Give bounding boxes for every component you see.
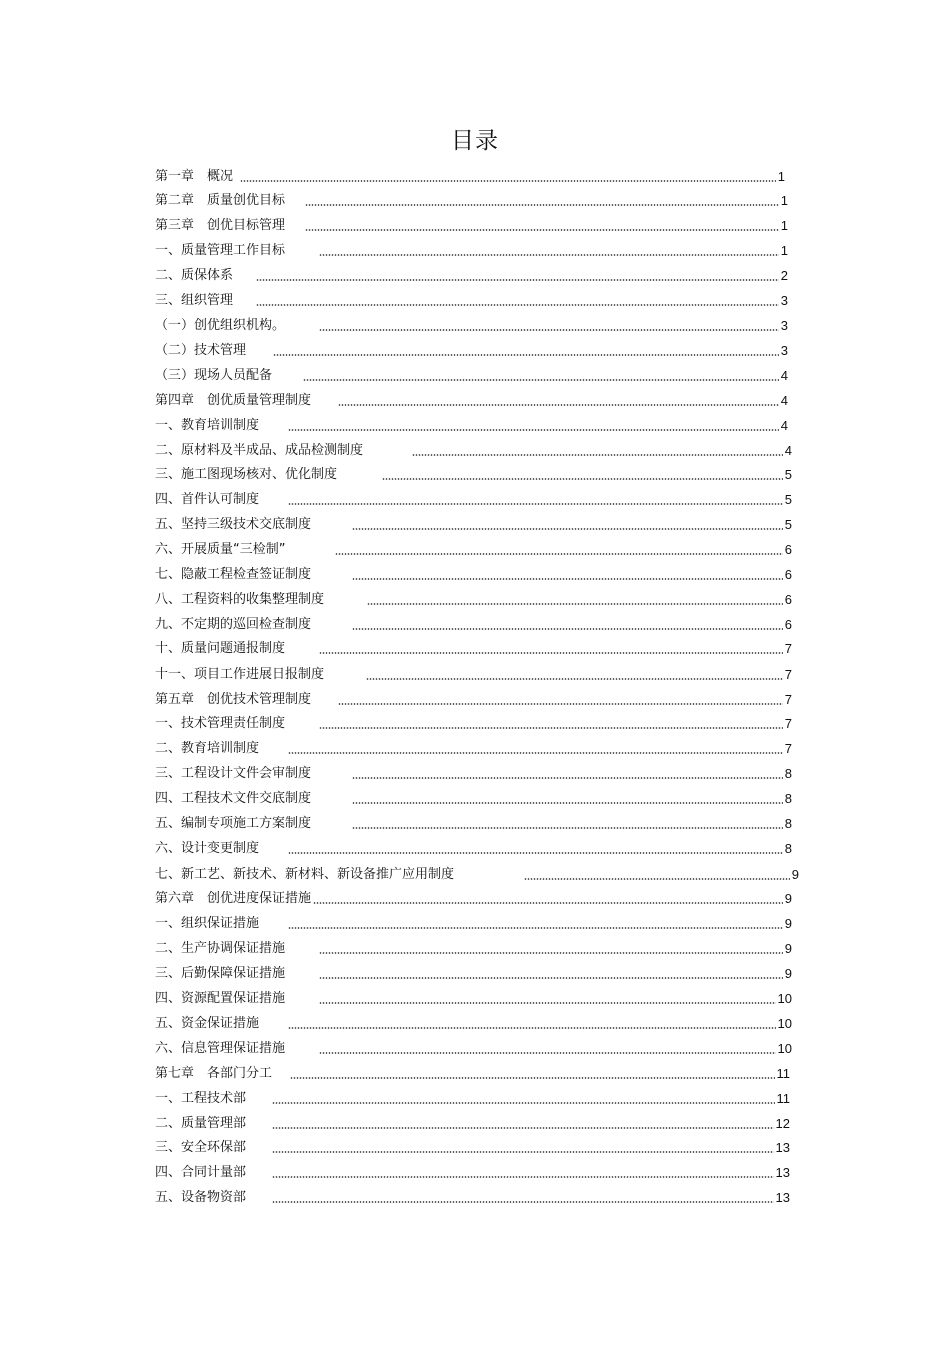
toc-dot-leader <box>412 454 783 456</box>
toc-dot-leader <box>272 1176 774 1178</box>
toc-page-number: 9 <box>784 966 792 981</box>
toc-dot-leader <box>272 1201 774 1203</box>
toc-dot-leader <box>290 1077 775 1079</box>
toc-entry-title: 一、组织保证措施 <box>155 916 260 931</box>
toc-entry-title: 五、编制专项施工方案制度 <box>155 816 312 831</box>
toc-dot-leader <box>319 1052 776 1054</box>
toc-page-number: 3 <box>780 318 788 333</box>
toc-entry[interactable] <box>155 463 792 483</box>
toc-entry-title: 第六章 创优进度保证措施 <box>155 891 312 906</box>
toc-entry-title: 第五章 创优技术管理制度 <box>155 692 312 707</box>
toc-entry-title: （一）创优组织机构。 <box>155 318 286 333</box>
toc-entry[interactable] <box>155 962 792 982</box>
toc-dot-leader <box>352 528 783 530</box>
toc-entry-title: 五、资金保证措施 <box>155 1016 260 1031</box>
toc-entry[interactable] <box>155 1112 790 1132</box>
toc-page-number: 1 <box>780 243 788 258</box>
toc-dot-leader <box>352 628 783 630</box>
toc-page-number: 7 <box>784 741 792 756</box>
toc-entry-title: 三、安全环保部 <box>155 1140 247 1155</box>
toc-dot-leader <box>319 329 779 331</box>
toc-entry[interactable] <box>155 887 792 907</box>
toc-page-number: 7 <box>784 716 792 731</box>
toc-dot-leader <box>288 852 783 854</box>
toc-entry-title: 第四章 创优质量管理制度 <box>155 393 312 408</box>
toc-dot-leader <box>305 204 779 206</box>
toc-entry[interactable] <box>155 165 785 185</box>
toc-dot-leader <box>272 1102 775 1104</box>
toc-page-number: 11 <box>776 1066 790 1081</box>
toc-dot-leader <box>288 927 783 929</box>
toc-entry[interactable] <box>155 712 792 732</box>
toc-entry-title: 二、质量管理部 <box>155 1116 247 1131</box>
toc-page-number: 4 <box>780 418 788 433</box>
toc-page-number: 10 <box>777 991 792 1006</box>
toc-entry[interactable] <box>155 1062 790 1082</box>
toc-dot-leader <box>256 279 779 281</box>
toc-dot-leader <box>319 727 783 729</box>
toc-entry-title: 第一章 概况 <box>155 169 234 184</box>
toc-entry-title: 三、施工图现场核对、优化制度 <box>155 467 338 482</box>
toc-entry-title: 五、设备物资部 <box>155 1190 247 1205</box>
toc-dot-leader <box>288 752 783 754</box>
toc-dot-leader <box>367 603 783 605</box>
toc-entry-title: 四、合同计量部 <box>155 1165 247 1180</box>
toc-entry[interactable] <box>155 563 792 583</box>
toc-dot-leader <box>272 1127 774 1129</box>
toc-page-number: 11 <box>776 1091 790 1106</box>
toc-page-number: 1 <box>780 193 788 208</box>
toc-entry[interactable] <box>155 239 788 259</box>
toc-page-number: 7 <box>784 641 792 656</box>
toc-entry-title: 一、教育培训制度 <box>155 418 260 433</box>
toc-entry-title: 九、不定期的巡回检查制度 <box>155 617 312 632</box>
toc-entry-title: 第三章 创优目标管理 <box>155 218 286 233</box>
toc-dot-leader <box>240 180 776 182</box>
toc-page-number: 8 <box>784 816 792 831</box>
toc-dot-leader <box>305 229 779 231</box>
toc-entry-title: 一、工程技术部 <box>155 1091 247 1106</box>
toc-page-number: 13 <box>775 1190 790 1205</box>
toc-entry[interactable] <box>155 414 788 434</box>
toc-dot-leader <box>352 777 783 779</box>
toc-entry[interactable] <box>155 863 799 883</box>
toc-dot-leader <box>319 952 783 954</box>
toc-entry-title: 三、后勤保障保证措施 <box>155 966 286 981</box>
toc-entry[interactable] <box>155 613 792 633</box>
toc-entry[interactable] <box>155 538 792 558</box>
toc-dot-leader <box>288 429 779 431</box>
toc-page-number: 8 <box>784 791 792 806</box>
toc-page-number: 8 <box>784 841 792 856</box>
toc-page-number: 5 <box>784 517 792 532</box>
toc-entry-title: 三、组织管理 <box>155 293 234 308</box>
toc-entry[interactable] <box>155 912 792 932</box>
toc-entry[interactable] <box>155 937 792 957</box>
toc-page-number: 3 <box>780 343 788 358</box>
toc-entry[interactable] <box>155 588 792 608</box>
toc-entry[interactable] <box>155 987 792 1007</box>
toc-entry[interactable] <box>155 314 788 334</box>
toc-entry-title: 七、隐蔽工程检查签证制度 <box>155 567 312 582</box>
toc-dot-leader <box>288 1027 776 1029</box>
toc-entry[interactable] <box>155 439 792 459</box>
toc-entry[interactable] <box>155 812 792 832</box>
toc-dot-leader <box>352 802 783 804</box>
toc-entry-title: 四、工程技术文件交底制度 <box>155 791 312 806</box>
toc-entry-title: （三）现场人员配备 <box>155 368 273 383</box>
toc-dot-leader <box>524 878 790 880</box>
toc-entry-title: 十一、项目工作进展日报制度 <box>155 667 325 682</box>
toc-entry[interactable] <box>155 688 792 708</box>
toc-dot-leader <box>313 902 783 904</box>
toc-entry[interactable] <box>155 1136 790 1156</box>
toc-dot-leader <box>366 678 783 680</box>
toc-entry-title: 第七章 各部门分工 <box>155 1066 273 1081</box>
toc-page-number: 10 <box>777 1016 792 1031</box>
toc-entry[interactable] <box>155 663 792 683</box>
toc-entry[interactable] <box>155 637 792 657</box>
toc-page-number: 10 <box>777 1041 792 1056</box>
toc-entry[interactable] <box>155 1012 792 1032</box>
toc-entry[interactable] <box>155 339 788 359</box>
toc-dot-leader <box>288 503 783 505</box>
toc-entry-title: 二、原材料及半成品、成品检测制度 <box>155 443 364 458</box>
toc-page-number: 6 <box>784 542 792 557</box>
toc-page-number: 2 <box>780 268 788 283</box>
toc-entry-title: 六、开展质量“三检制” <box>155 542 286 557</box>
toc-page-number: 4 <box>784 443 792 458</box>
toc-page-number: 7 <box>784 692 792 707</box>
toc-dot-leader <box>382 478 783 480</box>
toc-dot-leader <box>319 652 783 654</box>
toc-dot-leader <box>272 1151 774 1153</box>
toc-page-number: 6 <box>784 567 792 582</box>
toc-dot-leader <box>319 977 783 979</box>
toc-entry[interactable] <box>155 1186 790 1206</box>
toc-entry[interactable] <box>155 1161 790 1181</box>
toc-entry-title: 二、教育培训制度 <box>155 741 260 756</box>
toc-dot-leader <box>256 304 779 306</box>
toc-dot-leader <box>303 379 779 381</box>
toc-page-number: 1 <box>780 218 788 233</box>
toc-entry[interactable] <box>155 289 788 309</box>
page-title: 目录 <box>451 128 499 154</box>
toc-entry-title: 三、工程设计文件会审制度 <box>155 766 312 781</box>
toc-dot-leader <box>352 578 783 580</box>
toc-page-number: 7 <box>784 667 792 682</box>
toc-entry[interactable] <box>155 214 788 234</box>
toc-page-number: 4 <box>780 393 788 408</box>
toc-page-number: 6 <box>784 592 792 607</box>
toc-entry[interactable] <box>155 1087 790 1107</box>
toc-entry[interactable] <box>155 264 788 284</box>
toc-page-number: 9 <box>784 941 792 956</box>
toc-entry-title: 八、工程资料的收集整理制度 <box>155 592 325 607</box>
toc-page-number: 5 <box>784 467 792 482</box>
toc-page-number: 5 <box>784 492 792 507</box>
toc-entry-title: 六、设计变更制度 <box>155 841 260 856</box>
toc-dot-leader <box>352 827 783 829</box>
toc-entry-title: 第二章 质量创优目标 <box>155 193 286 208</box>
toc-entry-title: 七、新工艺、新技术、新材料、新设备推广应用制度 <box>155 867 455 882</box>
toc-dot-leader <box>319 254 779 256</box>
toc-dot-leader <box>338 703 783 705</box>
toc-entry-title: 十、质量问题通报制度 <box>155 641 286 656</box>
toc-page-number: 9 <box>784 891 792 906</box>
toc-entry-title: 一、技术管理责任制度 <box>155 716 286 731</box>
toc-entry[interactable] <box>155 513 792 533</box>
toc-page-number: 9 <box>784 916 792 931</box>
toc-page-number: 1 <box>777 169 785 184</box>
toc-entry-title: 四、首件认可制度 <box>155 492 260 507</box>
toc-page-number: 4 <box>780 368 788 383</box>
toc-entry[interactable] <box>155 787 792 807</box>
toc-entry-title: 四、资源配置保证措施 <box>155 991 286 1006</box>
toc-dot-leader <box>338 404 779 406</box>
toc-entry-title: 一、质量管理工作目标 <box>155 243 286 258</box>
toc-page-number: 3 <box>780 293 788 308</box>
toc-entry-title: （二）技术管理 <box>155 343 247 358</box>
toc-entry[interactable] <box>155 389 788 409</box>
toc-page-number: 12 <box>775 1116 790 1131</box>
toc-entry-title: 五、坚持三级技术交底制度 <box>155 517 312 532</box>
toc-entry[interactable] <box>155 762 792 782</box>
toc-page-number: 6 <box>784 617 792 632</box>
toc-dot-leader <box>335 553 783 555</box>
toc-entry[interactable] <box>155 737 792 757</box>
toc-entry[interactable] <box>155 837 792 857</box>
toc-entry-title: 六、信息管理保证措施 <box>155 1041 286 1056</box>
toc-entry[interactable] <box>155 488 792 508</box>
toc-dot-leader <box>273 354 779 356</box>
toc-page-number: 9 <box>791 867 799 882</box>
toc-entry[interactable] <box>155 189 788 209</box>
toc-entry[interactable] <box>155 364 788 384</box>
toc-page-number: 8 <box>784 766 792 781</box>
toc-page-number: 13 <box>775 1140 790 1155</box>
toc-dot-leader <box>319 1002 776 1004</box>
toc-page-number: 13 <box>775 1165 790 1180</box>
toc-entry-title: 二、生产协调保证措施 <box>155 941 286 956</box>
toc-entry[interactable] <box>155 1037 792 1057</box>
toc-entry-title: 二、质保体系 <box>155 268 234 283</box>
